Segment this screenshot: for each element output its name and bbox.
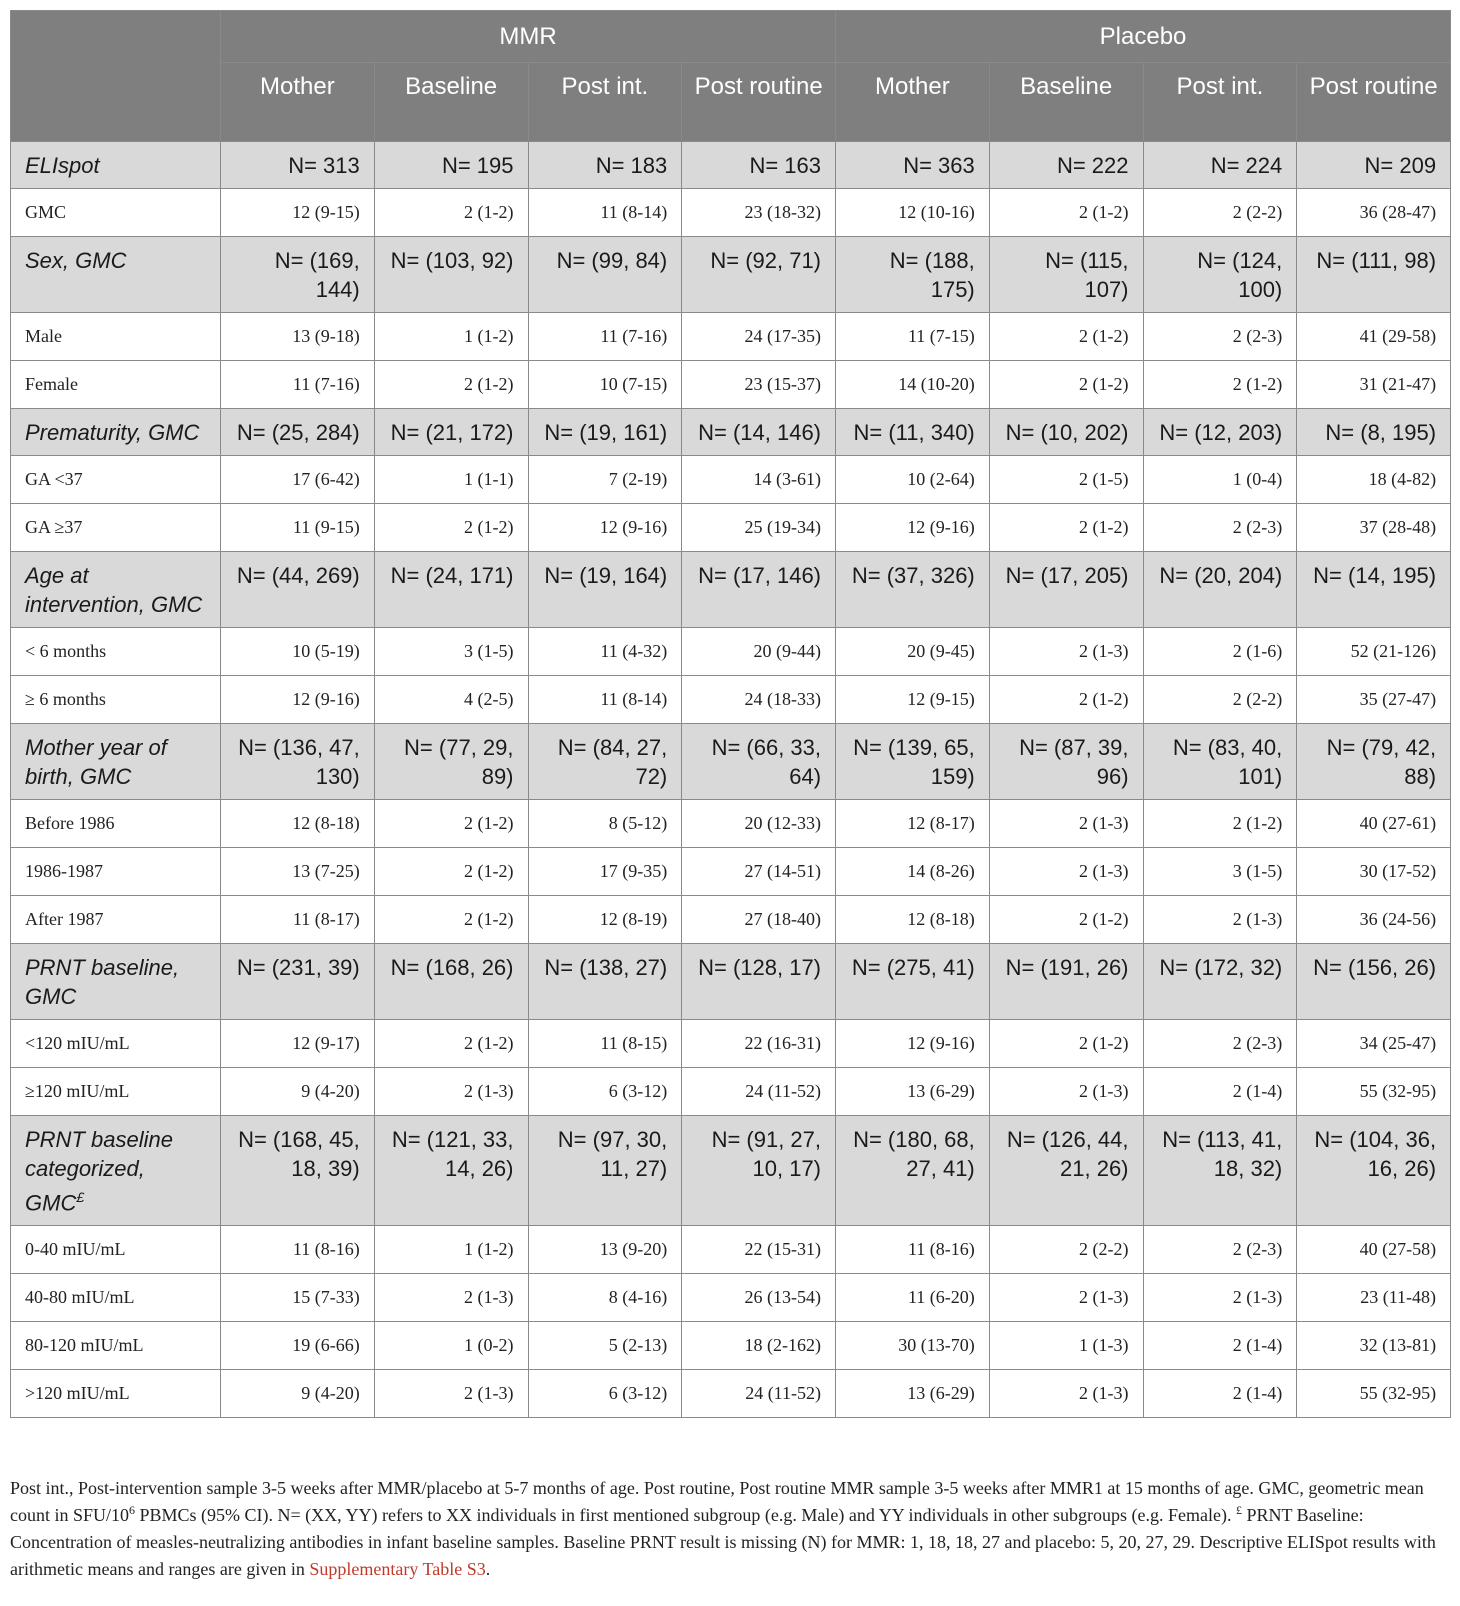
count-cell-mmr-post-int: N= (19, 164) [528,552,682,628]
value-cell-mmr-post-int: 11 (8-14) [528,676,682,724]
section-header-row [11,142,1451,189]
value-cell-mmr-baseline: 1 (1-2) [374,313,528,361]
value-cell-placebo-post-int: 2 (1-2) [1143,800,1297,848]
row-label: 80-120 mIU/mL [11,1322,221,1370]
value-cell-placebo-mother: 12 (9-16) [836,1020,990,1068]
count-cell-mmr-baseline: N= (168, 26) [374,944,528,1020]
value-cell-placebo-mother: 12 (10-16) [836,189,990,237]
value-cell-placebo-mother: 14 (10-20) [836,361,990,409]
count-cell-mmr-post-routine: N= (128, 17) [682,944,836,1020]
section-label [11,142,221,189]
count-cell-mmr-baseline: N= (103, 92) [374,237,528,313]
count-cell-placebo-post-routine: N= (104, 36, 16, 26) [1297,1116,1451,1226]
count-cell-placebo-post-int: N= 224 [1143,142,1297,189]
table-row [11,628,1451,676]
value-cell-mmr-baseline: 2 (1-2) [374,189,528,237]
value-cell-placebo-post-int: 2 (1-6) [1143,628,1297,676]
section-label-text: PRNT baseline, GMC [25,955,180,1009]
value-cell-mmr-post-int: 6 (3-12) [528,1370,682,1418]
column-header-placebo-mother: Mother [836,63,990,142]
value-cell-mmr-post-int: 7 (2-19) [528,456,682,504]
footnote-superscript-pound: £ [1236,1503,1242,1517]
row-label: GA <37 [11,456,221,504]
section-label-superscript: £ [76,1189,85,1205]
value-cell-placebo-mother: 12 (9-15) [836,676,990,724]
value-cell-mmr-baseline: 1 (1-2) [374,1226,528,1274]
section-header-row [11,1116,1451,1226]
value-cell-placebo-post-routine: 32 (13-81) [1297,1322,1451,1370]
table-row [11,1020,1451,1068]
table-row [11,800,1451,848]
value-cell-placebo-baseline: 2 (1-3) [989,1370,1143,1418]
row-label: >120 mIU/mL [11,1370,221,1418]
count-cell-placebo-post-routine: N= (111, 98) [1297,237,1451,313]
table-row [11,504,1451,552]
value-cell-placebo-post-routine: 40 (27-61) [1297,800,1451,848]
row-label: GMC [11,189,221,237]
value-cell-placebo-baseline: 1 (1-3) [989,1322,1143,1370]
count-cell-mmr-post-routine: N= (92, 71) [682,237,836,313]
value-cell-placebo-post-routine: 31 (21-47) [1297,361,1451,409]
value-cell-mmr-baseline: 2 (1-3) [374,1068,528,1116]
row-label: 40-80 mIU/mL [11,1274,221,1322]
value-cell-placebo-post-routine: 34 (25-47) [1297,1020,1451,1068]
table-row [11,848,1451,896]
column-header-mmr-mother: Mother [221,63,375,142]
column-header-placebo-post-int: Post int. [1143,63,1297,142]
value-cell-placebo-baseline: 2 (1-5) [989,456,1143,504]
value-cell-mmr-post-int: 11 (7-16) [528,313,682,361]
count-cell-placebo-mother: N= 363 [836,142,990,189]
value-cell-placebo-mother: 11 (8-16) [836,1226,990,1274]
count-cell-placebo-mother: N= (275, 41) [836,944,990,1020]
count-cell-placebo-mother: N= (139, 65, 159) [836,724,990,800]
value-cell-placebo-post-int: 2 (1-3) [1143,1274,1297,1322]
value-cell-placebo-post-int: 2 (2-3) [1143,504,1297,552]
column-header-placebo-post-routine: Post routine [1297,63,1451,142]
count-cell-mmr-mother: N= (168, 45, 18, 39) [221,1116,375,1226]
count-cell-placebo-mother: N= (37, 326) [836,552,990,628]
count-cell-mmr-mother: N= (169, 144) [221,237,375,313]
value-cell-mmr-post-int: 11 (8-14) [528,189,682,237]
table-row [11,896,1451,944]
value-cell-mmr-post-routine: 23 (15-37) [682,361,836,409]
value-cell-placebo-mother: 30 (13-70) [836,1322,990,1370]
value-cell-mmr-post-int: 8 (5-12) [528,800,682,848]
value-cell-mmr-post-routine: 27 (14-51) [682,848,836,896]
table-row [11,676,1451,724]
value-cell-placebo-mother: 13 (6-29) [836,1370,990,1418]
row-label: ≥120 mIU/mL [11,1068,221,1116]
value-cell-mmr-baseline: 4 (2-5) [374,676,528,724]
count-cell-placebo-post-routine: N= (79, 42, 88) [1297,724,1451,800]
section-label-text: ELIspot [25,153,100,178]
row-label: Male [11,313,221,361]
value-cell-mmr-mother: 15 (7-33) [221,1274,375,1322]
column-header-placebo-baseline: Baseline [989,63,1143,142]
section-label [11,724,221,800]
section-header-row [11,944,1451,1020]
count-cell-mmr-post-routine: N= (66, 33, 64) [682,724,836,800]
count-cell-mmr-mother: N= (231, 39) [221,944,375,1020]
count-cell-placebo-post-int: N= (12, 203) [1143,409,1297,456]
value-cell-mmr-mother: 11 (7-16) [221,361,375,409]
value-cell-placebo-baseline: 2 (1-2) [989,313,1143,361]
value-cell-mmr-baseline: 2 (1-2) [374,504,528,552]
footnote-text-2: PBMCs (95% CI). N= (XX, YY) refers to XX individuals in first mentioned subgroup (e.g. Male) and YY individuals in other subgroups (e.g. Female). [135,1505,1236,1525]
value-cell-mmr-post-int: 13 (9-20) [528,1226,682,1274]
count-cell-placebo-post-routine: N= (14, 195) [1297,552,1451,628]
count-cell-mmr-post-routine: N= (17, 146) [682,552,836,628]
count-cell-mmr-post-routine: N= (91, 27, 10, 17) [682,1116,836,1226]
table-body [11,142,1451,1418]
section-label-text: Mother year of birth, GMC [25,735,167,789]
section-label [11,552,221,628]
value-cell-placebo-post-int: 2 (1-2) [1143,361,1297,409]
row-label: <120 mIU/mL [11,1020,221,1068]
count-cell-placebo-baseline: N= (126, 44, 21, 26) [989,1116,1143,1226]
count-cell-placebo-post-routine: N= (156, 26) [1297,944,1451,1020]
value-cell-placebo-post-routine: 35 (27-47) [1297,676,1451,724]
value-cell-mmr-post-int: 6 (3-12) [528,1068,682,1116]
count-cell-mmr-baseline: N= (21, 172) [374,409,528,456]
corner-header-cell [11,11,221,142]
value-cell-mmr-post-int: 8 (4-16) [528,1274,682,1322]
count-cell-placebo-baseline: N= (115, 107) [989,237,1143,313]
value-cell-placebo-baseline: 2 (1-2) [989,1020,1143,1068]
value-cell-placebo-baseline: 2 (2-2) [989,1226,1143,1274]
section-header-row [11,409,1451,456]
footnote-text-1: Post int., Post-intervention sample 3-5 weeks after MMR/placebo at 5-7 months of age. Post routine, Post routine MMR sample 3-5 weeks after MMR1 at 15 months of age. GMC, geometric mean count in SFU/10 [10,1478,1424,1525]
column-header-mmr-post-routine: Post routine [682,63,836,142]
value-cell-mmr-post-int: 12 (8-19) [528,896,682,944]
table-row [11,313,1451,361]
section-label-text: Age at intervention, GMC [25,563,203,617]
value-cell-placebo-post-int: 2 (2-2) [1143,189,1297,237]
count-cell-mmr-post-int: N= (99, 84) [528,237,682,313]
count-cell-mmr-mother: N= (44, 269) [221,552,375,628]
section-label-text: PRNT baseline categorized, GMC [25,1127,173,1216]
count-cell-mmr-post-int: N= (19, 161) [528,409,682,456]
value-cell-placebo-post-routine: 55 (32-95) [1297,1370,1451,1418]
value-cell-mmr-mother: 10 (5-19) [221,628,375,676]
value-cell-placebo-post-routine: 30 (17-52) [1297,848,1451,896]
value-cell-placebo-post-routine: 37 (28-48) [1297,504,1451,552]
value-cell-placebo-post-int: 2 (2-2) [1143,676,1297,724]
value-cell-mmr-post-routine: 24 (18-33) [682,676,836,724]
value-cell-placebo-baseline: 2 (1-3) [989,800,1143,848]
results-table [10,10,1451,1418]
section-header-row [11,237,1451,313]
value-cell-placebo-post-routine: 40 (27-58) [1297,1226,1451,1274]
value-cell-placebo-post-int: 2 (2-3) [1143,313,1297,361]
table-row [11,189,1451,237]
section-label [11,409,221,456]
group-header-mmr: MMR [221,11,836,63]
count-cell-placebo-post-int: N= (20, 204) [1143,552,1297,628]
value-cell-placebo-mother: 10 (2-64) [836,456,990,504]
value-cell-mmr-mother: 17 (6-42) [221,456,375,504]
value-cell-placebo-post-routine: 55 (32-95) [1297,1068,1451,1116]
section-header-row [11,724,1451,800]
value-cell-placebo-baseline: 2 (1-3) [989,628,1143,676]
value-cell-mmr-baseline: 3 (1-5) [374,628,528,676]
value-cell-placebo-mother: 11 (6-20) [836,1274,990,1322]
value-cell-placebo-baseline: 2 (1-2) [989,896,1143,944]
value-cell-placebo-mother: 13 (6-29) [836,1068,990,1116]
value-cell-mmr-baseline: 2 (1-2) [374,361,528,409]
count-cell-mmr-mother: N= (136, 47, 130) [221,724,375,800]
count-cell-mmr-post-int: N= (138, 27) [528,944,682,1020]
value-cell-placebo-mother: 14 (8-26) [836,848,990,896]
row-label: Female [11,361,221,409]
table-row [11,361,1451,409]
value-cell-mmr-baseline: 2 (1-3) [374,1274,528,1322]
row-label: < 6 months [11,628,221,676]
value-cell-mmr-mother: 11 (9-15) [221,504,375,552]
value-cell-mmr-post-routine: 20 (12-33) [682,800,836,848]
value-cell-mmr-post-routine: 24 (17-35) [682,313,836,361]
value-cell-placebo-post-int: 2 (2-3) [1143,1020,1297,1068]
count-cell-placebo-baseline: N= (10, 202) [989,409,1143,456]
row-label: ≥ 6 months [11,676,221,724]
count-cell-placebo-post-int: N= (172, 32) [1143,944,1297,1020]
count-cell-mmr-baseline: N= (24, 171) [374,552,528,628]
count-cell-mmr-post-int: N= (84, 27, 72) [528,724,682,800]
value-cell-placebo-mother: 12 (8-17) [836,800,990,848]
count-cell-mmr-mother: N= 313 [221,142,375,189]
row-label: After 1987 [11,896,221,944]
value-cell-mmr-post-routine: 20 (9-44) [682,628,836,676]
value-cell-mmr-post-int: 11 (8-15) [528,1020,682,1068]
value-cell-placebo-baseline: 2 (1-2) [989,676,1143,724]
count-cell-placebo-baseline: N= (191, 26) [989,944,1143,1020]
value-cell-mmr-mother: 12 (9-17) [221,1020,375,1068]
value-cell-mmr-mother: 11 (8-17) [221,896,375,944]
count-cell-mmr-post-routine: N= (14, 146) [682,409,836,456]
count-cell-placebo-mother: N= (188, 175) [836,237,990,313]
count-cell-placebo-mother: N= (180, 68, 27, 41) [836,1116,990,1226]
row-label: GA ≥37 [11,504,221,552]
count-cell-placebo-mother: N= (11, 340) [836,409,990,456]
value-cell-placebo-post-routine: 36 (24-56) [1297,896,1451,944]
group-header-placebo: Placebo [836,11,1451,63]
value-cell-mmr-baseline: 2 (1-2) [374,1020,528,1068]
value-cell-mmr-baseline: 2 (1-2) [374,800,528,848]
table-row [11,1274,1451,1322]
count-cell-placebo-baseline: N= 222 [989,142,1143,189]
footnote-superscript-exponent: 6 [129,1503,136,1517]
results-table-container [10,10,1450,1418]
value-cell-placebo-post-routine: 41 (29-58) [1297,313,1451,361]
value-cell-placebo-post-routine: 18 (4-82) [1297,456,1451,504]
supplementary-table-link[interactable]: Supplementary Table S3 [309,1559,486,1579]
value-cell-mmr-post-routine: 26 (13-54) [682,1274,836,1322]
value-cell-placebo-baseline: 2 (1-3) [989,1068,1143,1116]
count-cell-mmr-baseline: N= (77, 29, 89) [374,724,528,800]
value-cell-mmr-post-routine: 25 (19-34) [682,504,836,552]
footnote-text-3: PRNT Baseline: Concentration of measles-neutralizing antibodies in infant baseline samples. Baseline PRNT result is missing (N) for MMR: 1, 18, 18, 27 and placebo: 5, 20, 27, 29. Descriptive ELISpot results with arithmetic means and ranges are given in [10,1505,1436,1579]
value-cell-mmr-post-routine: 18 (2-162) [682,1322,836,1370]
value-cell-mmr-post-routine: 24 (11-52) [682,1370,836,1418]
value-cell-placebo-post-int: 2 (2-3) [1143,1226,1297,1274]
row-label: 1986-1987 [11,848,221,896]
value-cell-mmr-mother: 12 (9-15) [221,189,375,237]
section-label-text: Prematurity, GMC [25,420,200,445]
value-cell-mmr-post-routine: 14 (3-61) [682,456,836,504]
value-cell-mmr-baseline: 1 (1-1) [374,456,528,504]
table-row [11,1226,1451,1274]
value-cell-placebo-post-int: 2 (1-4) [1143,1322,1297,1370]
count-cell-mmr-post-routine: N= 163 [682,142,836,189]
count-cell-mmr-post-int: N= 183 [528,142,682,189]
value-cell-mmr-post-int: 12 (9-16) [528,504,682,552]
footnote-text-4: . [485,1559,491,1579]
value-cell-mmr-baseline: 1 (0-2) [374,1322,528,1370]
value-cell-placebo-post-int: 3 (1-5) [1143,848,1297,896]
value-cell-mmr-mother: 13 (9-18) [221,313,375,361]
value-cell-mmr-baseline: 2 (1-3) [374,1370,528,1418]
table-row [11,1322,1451,1370]
value-cell-placebo-baseline: 2 (1-3) [989,848,1143,896]
table-footnote [10,1475,1450,1583]
row-label: Before 1986 [11,800,221,848]
section-header-row [11,552,1451,628]
value-cell-mmr-mother: 13 (7-25) [221,848,375,896]
count-cell-placebo-post-routine: N= 209 [1297,142,1451,189]
value-cell-placebo-mother: 20 (9-45) [836,628,990,676]
row-label: 0-40 mIU/mL [11,1226,221,1274]
count-cell-placebo-post-int: N= (124, 100) [1143,237,1297,313]
count-cell-mmr-post-int: N= (97, 30, 11, 27) [528,1116,682,1226]
value-cell-placebo-post-int: 2 (1-4) [1143,1068,1297,1116]
value-cell-mmr-post-routine: 24 (11-52) [682,1068,836,1116]
value-cell-placebo-post-int: 2 (1-4) [1143,1370,1297,1418]
section-label [11,1116,221,1226]
value-cell-placebo-post-routine: 36 (28-47) [1297,189,1451,237]
section-label [11,237,221,313]
count-cell-placebo-post-routine: N= (8, 195) [1297,409,1451,456]
count-cell-mmr-baseline: N= (121, 33, 14, 26) [374,1116,528,1226]
value-cell-mmr-mother: 12 (9-16) [221,676,375,724]
value-cell-mmr-mother: 11 (8-16) [221,1226,375,1274]
table-row [11,456,1451,504]
value-cell-mmr-post-routine: 22 (15-31) [682,1226,836,1274]
count-cell-placebo-post-int: N= (83, 40, 101) [1143,724,1297,800]
count-cell-mmr-mother: N= (25, 284) [221,409,375,456]
count-cell-placebo-baseline: N= (17, 205) [989,552,1143,628]
value-cell-mmr-post-routine: 22 (16-31) [682,1020,836,1068]
value-cell-mmr-mother: 19 (6-66) [221,1322,375,1370]
value-cell-placebo-post-routine: 52 (21-126) [1297,628,1451,676]
table-row [11,1068,1451,1116]
value-cell-mmr-mother: 12 (8-18) [221,800,375,848]
table-row [11,1370,1451,1418]
value-cell-mmr-post-int: 10 (7-15) [528,361,682,409]
value-cell-mmr-post-routine: 27 (18-40) [682,896,836,944]
value-cell-mmr-baseline: 2 (1-2) [374,896,528,944]
section-label-text: Sex, GMC [25,248,127,273]
value-cell-mmr-post-int: 17 (9-35) [528,848,682,896]
column-header-mmr-post-int: Post int. [528,63,682,142]
value-cell-placebo-baseline: 2 (1-2) [989,504,1143,552]
value-cell-mmr-post-routine: 23 (18-32) [682,189,836,237]
value-cell-mmr-post-int: 5 (2-13) [528,1322,682,1370]
count-cell-mmr-baseline: N= 195 [374,142,528,189]
value-cell-placebo-baseline: 2 (1-3) [989,1274,1143,1322]
column-header-mmr-baseline: Baseline [374,63,528,142]
value-cell-placebo-post-int: 1 (0-4) [1143,456,1297,504]
value-cell-placebo-baseline: 2 (1-2) [989,361,1143,409]
value-cell-mmr-mother: 9 (4-20) [221,1068,375,1116]
count-cell-placebo-baseline: N= (87, 39, 96) [989,724,1143,800]
value-cell-mmr-post-int: 11 (4-32) [528,628,682,676]
value-cell-placebo-mother: 11 (7-15) [836,313,990,361]
value-cell-placebo-baseline: 2 (1-2) [989,189,1143,237]
value-cell-placebo-post-int: 2 (1-3) [1143,896,1297,944]
value-cell-placebo-mother: 12 (8-18) [836,896,990,944]
value-cell-mmr-mother: 9 (4-20) [221,1370,375,1418]
count-cell-placebo-post-int: N= (113, 41, 18, 32) [1143,1116,1297,1226]
section-label [11,944,221,1020]
value-cell-placebo-mother: 12 (9-16) [836,504,990,552]
value-cell-placebo-post-routine: 23 (11-48) [1297,1274,1451,1322]
value-cell-mmr-baseline: 2 (1-2) [374,848,528,896]
